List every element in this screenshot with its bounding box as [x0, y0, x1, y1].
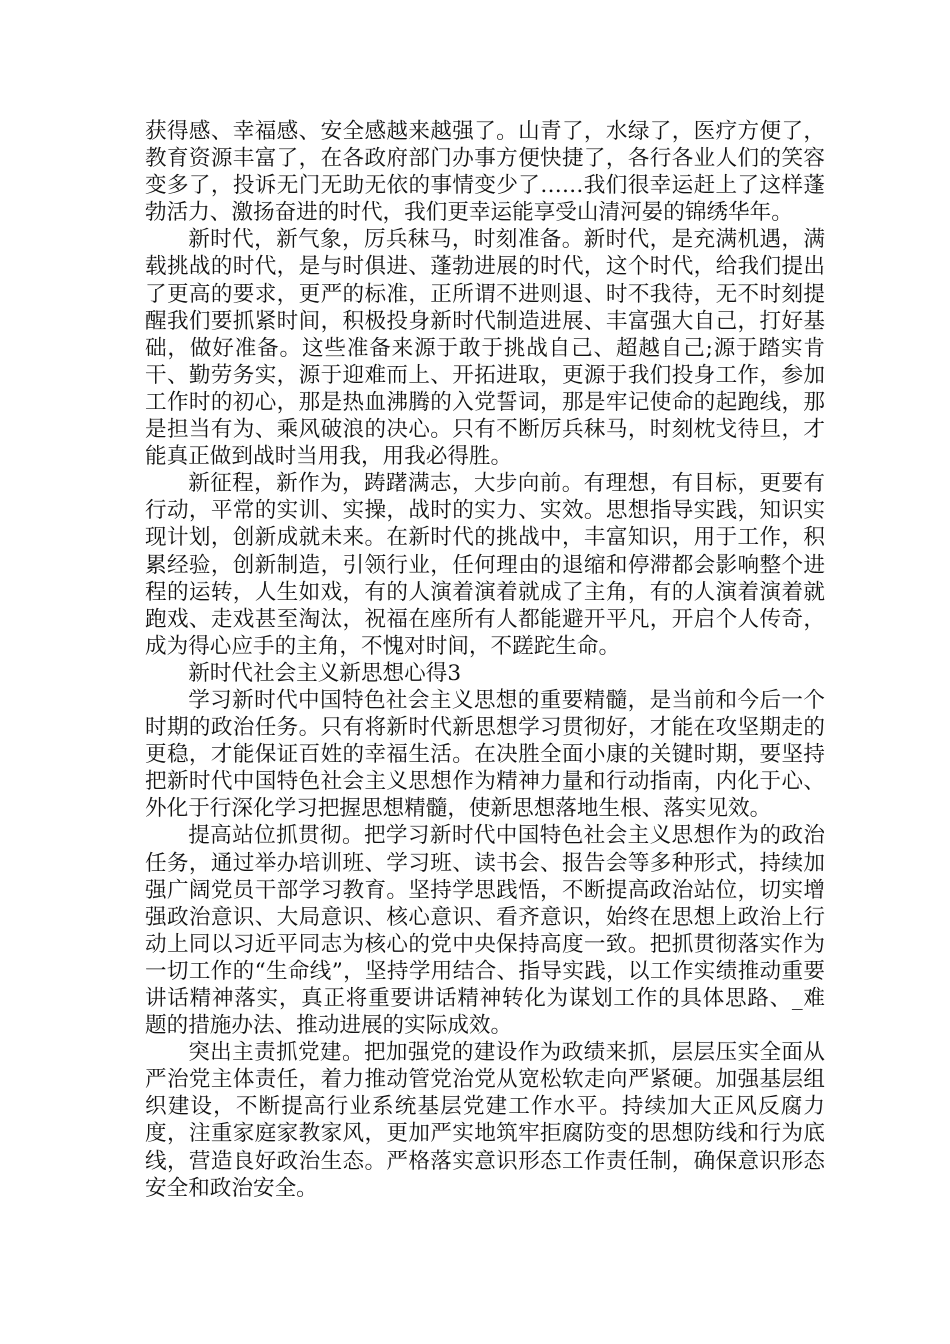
section-title: 新时代社会主义新思想心得3	[188, 660, 462, 686]
document-body	[145, 118, 825, 1202]
paragraph-continued: 获得感、幸福感、安全感越来越强了。山青了，水绿了，医疗方便了，教育资源丰富了，在各政府部门办事方便快捷了，各行各业人们的笑容变多了，投诉无门无助无依的事情变少了……我们很幸运赶上了这样蓬勃活力、激扬奋进的时代，我们更幸运能享受山清河晏的锦绣华年。	[145, 119, 825, 226]
paragraph-party-building: 突出主责抓党建。把加强党的建设作为政绩来抓，层层压实全面从严治党主体责任，着力推动管党治党从宽松软走向严紧硬。加强基层组织建设，不断提高行业系统基层党建工作水平。持续加大正风反腐力度，注重家庭家教家风，更加严实地筑牢拒腐防变的思想防线和行为底线，营造良好政治生态。严格落实意识形态工作责任制，确保意识形态安全和政治安全。	[145, 1040, 825, 1201]
paragraph-improve-standing: 提高站位抓贯彻。把学习新时代中国特色社会主义思想作为的政治任务，通过举办培训班、学习班、读书会、报告会等多种形式，持续加强广阔党员干部学习教育。坚持学思践悟，不断提高政治站位，切实增强政治意识、大局意识、核心意识、看齐意识，始终在思想上政治上行动上同以习近平同志为核心的党中央保持高度一致。把抓贯彻落实作为一切工作的“生命线”，坚持学用结合、指导实践，以工作实绩推动重要讲话精神落实，真正将重要讲话精神转化为谋划工作的具体思路、_难题的措施办法、推动进展的实际成效。	[145, 823, 825, 1039]
paragraph-intro: 学习新时代中国特色社会主义思想的重要精髓，是当前和今后一个时期的政治任务。只有将新时代新思想学习贯彻好，才能在攻坚期走的更稳，才能保证百姓的幸福生活。在决胜全面小康的关键时期，要坚持把新时代中国特色社会主义思想作为精神力量和行动指南，内化于心、外化于行深化学习把握思想精髓，使新思想落地生根、落实见效。	[145, 687, 825, 822]
paragraph-new-era: 新时代，新气象，厉兵秣马，时刻准备。新时代，是充满机遇，满载挑战的时代，是与时俱进、蓬勃进展的时代，这个时代，给我们提出了更高的要求，更严的标准，正所谓不进则退、时不我待，无不时刻提醒我们要抓紧时间，积极投身新时代制造进展、丰富强大自己，打好基础，做好准备。这些准备来源于敢于挑战自己、超越自己;源于踏实肯干、勤劳务实，源于迎难而上、开拓进取，更源于我们投身工作，参加工作时的初心，那是热血沸腾的入党誓词，那是牢记使命的起跑线，那是担当有为、乘风破浪的决心。只有不断厉兵秣马，时刻枕戈待旦，才能真正做到战时当用我，用我必得胜。	[145, 227, 825, 470]
paragraph-new-journey: 新征程，新作为，踌躇满志，大步向前。有理想，有目标，更要有行动，平常的实训、实操，战时的实力、实效。思想指导实践，知识实现计划，创新成就未来。在新时代的挑战中，丰富知识，用于工作，积累经验，创新制造，引领行业，任何理由的退缩和停滞都会影响整个进程的运转，人生如戏，有的人演着演着就成了主角，有的人演着演着就跑戏、走戏甚至淘汰，祝福在座所有人都能避开平凡，开启个人传奇，成为得心应手的主角，不愧对时间，不蹉跎生命。	[145, 471, 825, 659]
